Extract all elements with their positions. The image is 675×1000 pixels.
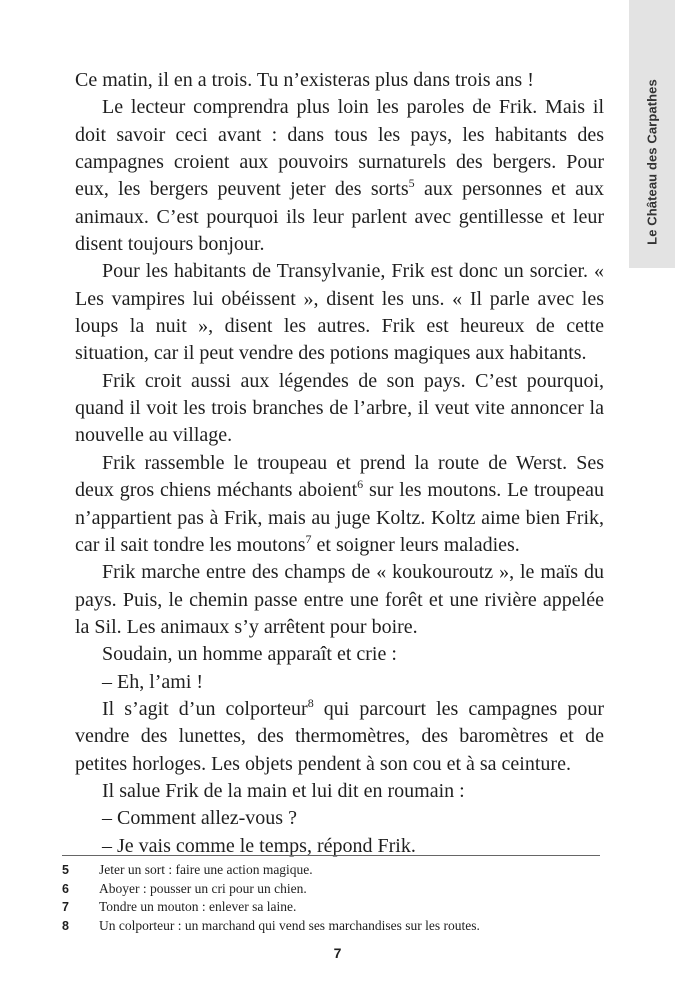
paragraph: Soudain, un homme apparaît et crie : [102, 643, 397, 666]
footnote-ref[interactable]: 7 [305, 531, 312, 546]
footnotes [62, 861, 607, 935]
paragraph: Il s’agit d’un colporteur$^8$ qui parcourt les campagnes pour vendre des lunettes, des thermomètres, des baromètres et de petites horloges. Les objets pendent à son cou et à sa ceinture. [75, 695, 604, 775]
paragraph: Il salue Frik de la main et lui dit en roumain : [102, 779, 465, 802]
footnote-number: 8 [62, 918, 69, 933]
footnote [62, 880, 607, 899]
dialogue-line: – Eh, l’ami ! [102, 670, 204, 693]
footnote [62, 917, 607, 936]
footnote-number: 7 [62, 900, 69, 915]
footnote [62, 898, 607, 917]
footnote-ref[interactable]: 5 [408, 176, 415, 191]
dialogue-line: – Comment allez-vous ? [102, 807, 297, 830]
page-number: 7 [333, 945, 342, 961]
footnote-text: Un colporteur : un marchand qui vend ses marchandises sur les routes. [99, 917, 480, 933]
paragraph: Ce matin, il en a trois. Tu n’existeras plus dans trois ans ! [75, 69, 534, 91]
footnote-number: 5 [62, 863, 69, 877]
paragraph: Frik marche entre des champs de « koukouroutz », le maïs du pays. Puis, le chemin passe entre une forêt et une rivière appelée la Sil. Les animaux s’y arrêtent pour boire. [75, 561, 604, 638]
footnote-ref[interactable]: 8 [307, 695, 314, 710]
body-text [75, 67, 604, 860]
dialogue-line: – Je vais comme le temps, répond Frik. [102, 834, 416, 857]
footnote-text: Jeter un sort : faire une action magique. [99, 862, 313, 877]
paragraph: Le lecteur comprendra plus loin les paroles de Frik. Mais il doit savoir ceci avant : dans tous les pays, les habitants des campagnes croient aux pouvoirs surnaturels des bergers. Pour eux, les bergers peuvent jeter des sorts$^5$ aux personnes et aux animaux. C’est pourquoi ils leur parlent avec gentillesse et leur disent toujours bonjour. [75, 96, 605, 256]
footnote-text: Aboyer : pousser un cri pour un chien. [99, 880, 307, 896]
paragraph: Frik rassemble le troupeau et prend la route de Werst. Ses deux gros chiens méchants aboient$^6$ sur les moutons. Le troupeau n’appartient pas à Frik, mais au juge Koltz. Koltz aime bien Frik, car il sait tondre les moutons$^7$ et soigner leurs maladies. [75, 451, 604, 556]
paragraph: Pour les habitants de Transylvanie, Frik est donc un sorcier. « Les vampires lui obéissent », disent les uns. « Il parle avec les loups la nuit », disent les autres. Frik est heureux de cette situation, car il peut vendre des potions magiques aux habitants. [75, 260, 604, 365]
footnote-ref[interactable]: 6 [357, 477, 364, 492]
footnote-divider [62, 855, 600, 856]
paragraph: Frik croit aussi aux légendes de son pays. C’est pourquoi, quand il voit les trois branches de l’arbre, il veut vite annoncer la nouvelle au village. [75, 369, 604, 447]
footnote-text: Tondre un mouton : enlever sa laine. [99, 899, 297, 915]
footnote [62, 861, 607, 880]
footnote-number: 6 [62, 881, 69, 896]
side-tab [629, 0, 675, 268]
running-head: Le Château des Carpathes [644, 79, 660, 245]
